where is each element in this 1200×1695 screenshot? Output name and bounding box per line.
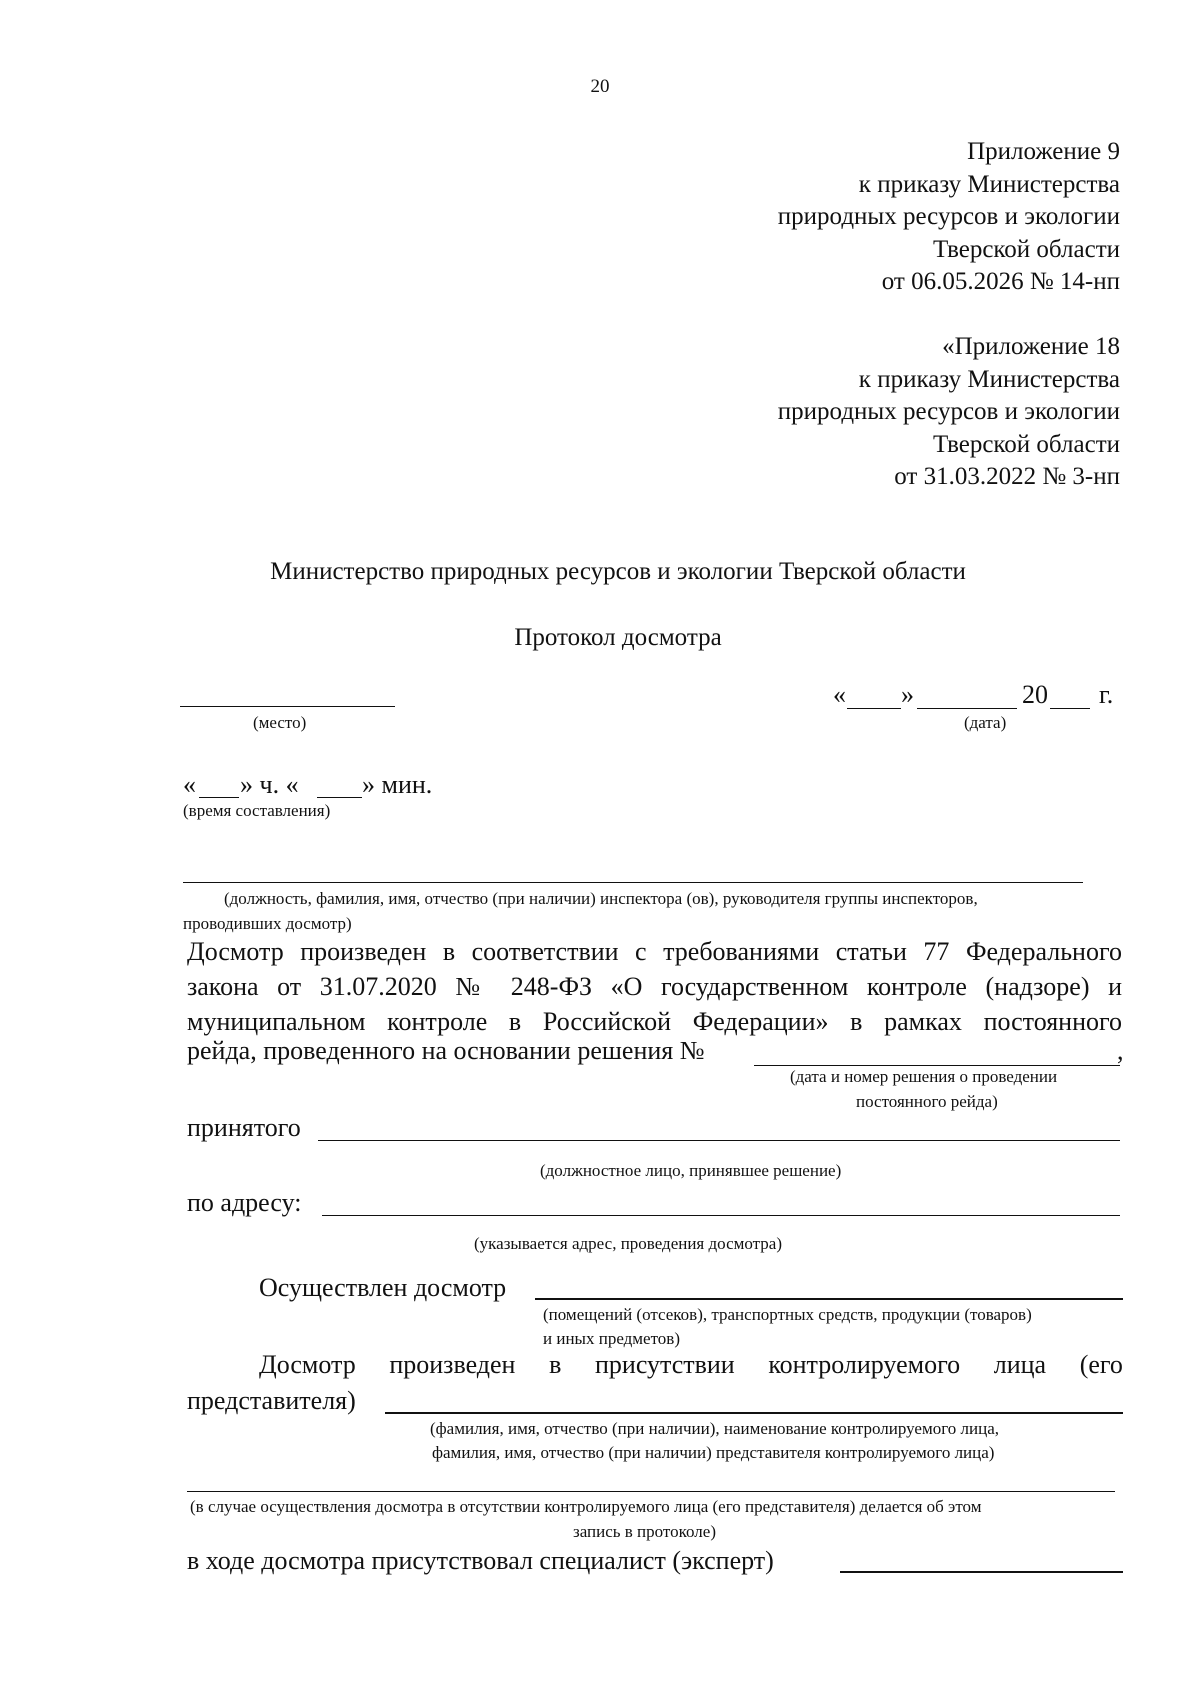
date-close-quote: » [901, 680, 914, 709]
expert-label: в ходе досмотра присутствовал специалист (эксперт) [187, 1546, 774, 1575]
appendix-18-line: «Приложение 18 [942, 333, 1120, 360]
time-open-quote: « [183, 770, 196, 799]
address-field[interactable] [322, 1215, 1120, 1216]
inspector-caption: (должность, фамилия, имя, отчество (при наличии) инспектора (ов), руководителя группы инспекторов, [224, 889, 978, 908]
address-caption: (указывается адрес, проведения досмотра) [474, 1234, 783, 1253]
decision-caption: (дата и номер решения о проведении [790, 1067, 1058, 1086]
accepted-label: принятого [187, 1113, 301, 1142]
presence-line-1 [259, 1350, 1123, 1380]
appendix-9-line: к приказу Министерства [858, 170, 1120, 198]
ministry-name: Министерство природных ресурсов и экологии Тверской области [270, 558, 966, 585]
accepted-caption: (должностное лицо, принявшее решение) [540, 1161, 842, 1180]
presence-word: Досмотр [259, 1350, 356, 1379]
presence-word: лица [993, 1350, 1047, 1379]
presence-word: (его [1079, 1350, 1123, 1379]
appendix-18-header [778, 331, 1120, 494]
appendix-9-line: Тверской области [933, 235, 1120, 263]
appendix-18-line: Тверской области [933, 430, 1120, 458]
appendix-18-line: от 31.03.2022 № 3-нп [894, 463, 1120, 490]
appendix-9-header [778, 136, 1120, 299]
presence-word: произведен [389, 1350, 516, 1379]
date-year-prefix: 20 [1022, 680, 1048, 709]
appendix-9-line: природных ресурсов и экологии [777, 203, 1120, 230]
expert-field[interactable] [840, 1571, 1123, 1573]
paragraph-line-3: муниципальном контроле в Российской Федерации» в рамках постоянного [187, 1007, 1122, 1036]
decision-caption-cont: постоянного рейда) [856, 1092, 998, 1111]
appendix-9-line: от 06.05.2026 № 14-нп [881, 268, 1120, 295]
presence-word: в [549, 1350, 562, 1379]
absence-note-field[interactable] [187, 1491, 1115, 1492]
appendix-9-line: Приложение 9 [967, 138, 1120, 165]
absence-caption-cont: запись в протоколе) [573, 1522, 716, 1541]
paragraph-line-2: закона от 31.07.2020 № 248-ФЗ «О государственном контроле (надзоре) и [187, 972, 1122, 1001]
paragraph-line-4: рейда, проведенного на основании решения № [187, 1036, 705, 1065]
decision-number-field[interactable] [754, 1065, 1120, 1066]
time-hours-field[interactable] [199, 797, 239, 798]
place-field[interactable] [180, 706, 395, 707]
presence-caption-cont: фамилия, имя, отчество (при наличии) представителя контролируемого лица) [432, 1443, 995, 1462]
presence-word: присутствии [594, 1350, 735, 1379]
absence-caption: (в случае осуществления досмотра в отсутствии контролируемого лица (его представителя) делается об этом [190, 1497, 982, 1516]
paragraph-line-4-comma: , [1117, 1036, 1124, 1065]
date-open-quote: « [833, 680, 846, 709]
paragraph-line-1: Досмотр произведен в соответствии с требованиями статьи 77 Федерального [187, 937, 1122, 966]
date-day-field[interactable] [847, 708, 901, 709]
inspector-caption-cont: проводивших досмотр) [183, 914, 352, 933]
date-year-field[interactable] [1050, 708, 1090, 709]
place-caption: (место) [253, 713, 307, 732]
time-minutes-field[interactable] [317, 797, 362, 798]
presence-word: контролируемого [768, 1350, 961, 1379]
inspection-label: Осуществлен досмотр [259, 1273, 507, 1302]
inspection-caption-cont: и иных предметов) [543, 1329, 680, 1348]
inspection-field[interactable] [535, 1298, 1123, 1300]
time-hours-label: » ч. « [240, 770, 299, 799]
presence-caption: (фамилия, имя, отчество (при наличии), наименование контролируемого лица, [430, 1419, 999, 1438]
representative-field[interactable] [385, 1412, 1123, 1414]
date-month-field[interactable] [917, 708, 1017, 709]
date-year-suffix: г. [1099, 680, 1114, 709]
appendix-18-line: природных ресурсов и экологии [777, 398, 1120, 425]
accepted-field[interactable] [318, 1140, 1120, 1141]
time-caption: (время составления) [183, 801, 331, 820]
document-title: Протокол досмотра [514, 624, 722, 651]
appendix-18-line: к приказу Министерства [858, 365, 1120, 393]
address-label: по адресу: [187, 1188, 302, 1217]
presence-line-2: представителя) [187, 1386, 356, 1415]
time-minutes-label: » мин. [362, 770, 433, 799]
inspection-caption: (помещений (отсеков), транспортных средств, продукции (товаров) [543, 1305, 1032, 1324]
inspector-field[interactable] [183, 882, 1083, 883]
date-caption: (дата) [964, 713, 1007, 732]
page-number: 20 [590, 76, 610, 97]
